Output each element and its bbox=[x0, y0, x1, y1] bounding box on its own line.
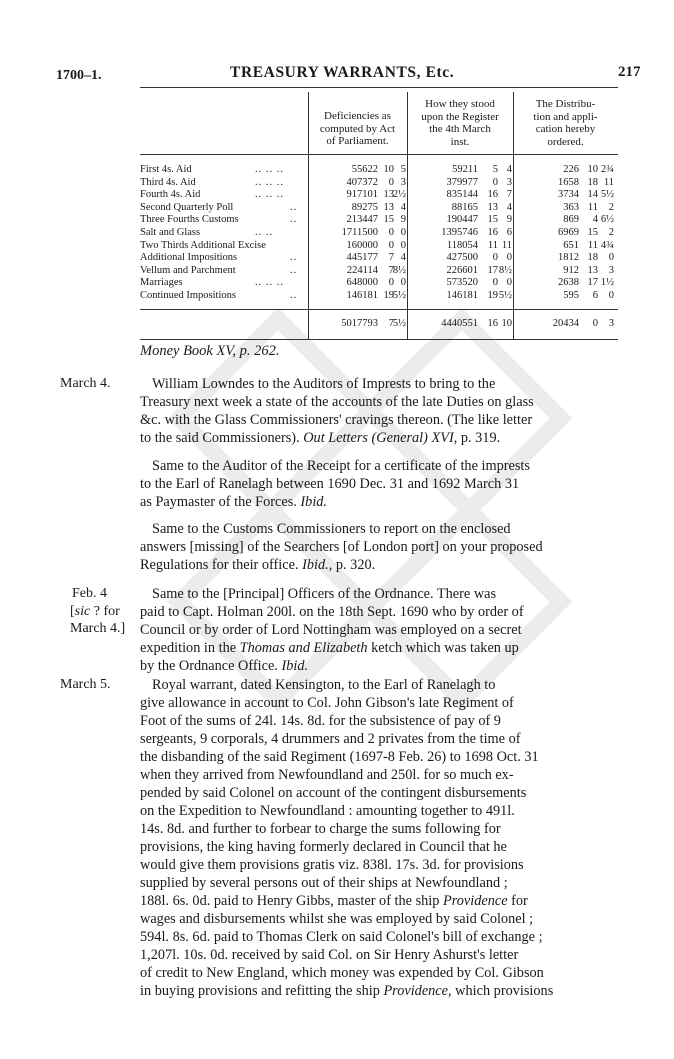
table-cell-value: 427500 bbox=[446, 252, 478, 264]
table-cell-value: 55622 bbox=[351, 164, 378, 175]
table-cell-value: 10 bbox=[383, 164, 394, 175]
table-cell-value: 3 bbox=[506, 176, 512, 188]
entry-line: 188l. 6s. 0d. paid to Henry Gibbs, master of the ship Providence for bbox=[140, 893, 528, 909]
table-cell-value: 7 bbox=[388, 264, 394, 276]
table-cell-value: 0 bbox=[388, 277, 394, 289]
running-title: TREASURY WARRANTS, Etc. bbox=[230, 64, 455, 81]
entry-line: when they arrived from Newfoundland and 250l. for so much ex- bbox=[140, 767, 514, 783]
entry-line: pended by said Colonel on account of the contingent disbursements bbox=[140, 785, 527, 801]
table-cell-value: 6969 bbox=[558, 227, 579, 238]
entry-line: William Lowndes to the Auditors of Imprests to bring to the bbox=[152, 376, 496, 392]
table-cell-value: 10 bbox=[587, 164, 598, 175]
entry-line: Regulations for their office. Ibid., p. 320. bbox=[140, 557, 376, 573]
table-cell-value: 1812 bbox=[558, 252, 579, 264]
table-cell-value: 11 bbox=[487, 239, 498, 251]
table-cell-value: 0 bbox=[492, 277, 498, 289]
table-cell-value: 213447 bbox=[346, 214, 378, 226]
table-cell-value: 16 bbox=[487, 227, 498, 238]
table-cell-value: 0 bbox=[388, 176, 394, 188]
table-cell-value: 2 bbox=[608, 227, 614, 238]
leader-dots: .. bbox=[290, 214, 298, 226]
table-cell-value: 4 bbox=[400, 201, 406, 213]
table-total-value: 7 bbox=[388, 318, 394, 329]
table-row-label: Additional Impositions bbox=[140, 252, 238, 264]
entry-line: by the Ordnance Office. Ibid. bbox=[140, 658, 309, 674]
table-cell-value: 19 bbox=[383, 290, 394, 301]
table-cell-value: 11 bbox=[501, 239, 512, 251]
table-row-label: Continued Impositions bbox=[140, 290, 236, 301]
table-cell-value: 17 bbox=[487, 264, 498, 276]
entry-paragraph bbox=[140, 457, 618, 511]
leader-dots: .. bbox=[290, 290, 298, 301]
leader-dots: .. .. .. bbox=[255, 164, 284, 175]
entry-line: 14s. 8d. and further to forbear to charge the sums following for bbox=[140, 821, 501, 837]
table-total-value: 20434 bbox=[552, 318, 579, 329]
table-cell-value: 0 bbox=[608, 252, 614, 264]
table-column-header: How they stood upon the Register the 4th March inst. bbox=[421, 98, 499, 148]
margin-date-line: March 5. bbox=[60, 677, 111, 692]
table-cell-value: 13 bbox=[587, 264, 598, 276]
table-cell-value: 2¾ bbox=[600, 164, 614, 175]
table-cell-value: 2638 bbox=[558, 277, 579, 289]
table-total-value: 16 bbox=[487, 318, 498, 329]
table-row-label: Two Thirds Additional Excise bbox=[140, 239, 266, 251]
entry-line: wages and disbursements whilst she was employed by said Colonel ; bbox=[140, 911, 534, 927]
entry-line: 594l. 8s. 6d. paid to Thomas Clerk on said Colonel's bill of exchange ; bbox=[140, 929, 543, 945]
entry-line: sergeants, 9 corporals, 4 drummers and 2 privates from the time of bbox=[140, 731, 521, 747]
table-cell-value: 6 bbox=[592, 290, 598, 301]
accounts-table bbox=[140, 92, 618, 340]
table-cell-value: 0 bbox=[400, 227, 406, 238]
table-cell-value: 648000 bbox=[346, 277, 378, 289]
table-cell-value: 11 bbox=[603, 176, 614, 188]
table-total-value: 5½ bbox=[392, 318, 406, 329]
table-cell-value: 912 bbox=[563, 264, 579, 276]
table-cell-value: 0 bbox=[388, 227, 394, 238]
table-cell-value: 13 bbox=[487, 201, 498, 213]
table-cell-value: 14 bbox=[587, 189, 598, 201]
table-cell-value: 88165 bbox=[451, 201, 478, 213]
table-cell-value: 146181 bbox=[346, 290, 378, 301]
table-cell-value: 9 bbox=[506, 214, 512, 226]
table-cell-value: 1658 bbox=[558, 176, 579, 188]
entry-line: Same to the Customs Commissioners to report on the enclosed bbox=[152, 521, 511, 537]
table-total-rule bbox=[140, 309, 618, 310]
table-cell-value: 146181 bbox=[446, 290, 478, 301]
year-marker: 1700–1. bbox=[56, 68, 102, 83]
table-cell-value: 8½ bbox=[392, 264, 406, 276]
table-header-rule bbox=[140, 154, 618, 155]
entry-paragraph bbox=[140, 520, 618, 574]
table-cell-value: 19 bbox=[487, 290, 498, 301]
entry-line: 1,207l. 10s. 0d. received by said Col. on Sir Henry Ashurst's letter bbox=[140, 947, 519, 963]
table-cell-value: 15 bbox=[587, 227, 598, 238]
table-total-value: 4440551 bbox=[441, 318, 478, 329]
page-number: 217 bbox=[618, 64, 641, 80]
margin-date bbox=[60, 676, 140, 694]
table-cell-value: 1395746 bbox=[441, 227, 478, 238]
margin-date-line: Feb. 4 bbox=[72, 586, 107, 601]
table-cell-value: 363 bbox=[563, 201, 579, 213]
table-column-header: The Distribu- tion and appli- cation hereby ordered. bbox=[533, 98, 598, 148]
entry-line: Foot of the sums of 24l. 14s. 8d. for the subsistence of pay of 9 bbox=[140, 713, 501, 729]
table-row-label: Marriages bbox=[140, 277, 183, 289]
entry-line: in buying provisions and refitting the ship Providence, which provisions bbox=[140, 983, 554, 999]
table-cell-value: 3 bbox=[608, 264, 614, 276]
leader-dots: .. bbox=[290, 252, 298, 264]
margin-date-line: March 4.] bbox=[70, 621, 126, 636]
table-cell-value: 0 bbox=[608, 290, 614, 301]
leader-dots: .. .. bbox=[255, 227, 274, 238]
table-cell-value: 0 bbox=[388, 239, 394, 251]
table-cell-value: 407372 bbox=[346, 176, 378, 188]
table-cell-value: 595 bbox=[563, 290, 579, 301]
table-cell-value: 3 bbox=[400, 176, 406, 188]
leader-dots: .. bbox=[290, 201, 298, 213]
table-row-label: Second Quarterly Poll bbox=[140, 201, 234, 213]
table-cell-value: 1711500 bbox=[341, 227, 378, 238]
entry-line: Council or by order of Lord Nottingham was employed on a secret bbox=[140, 622, 522, 638]
entry-line: provisions, the king having formerly declared in Council that he bbox=[140, 839, 507, 855]
table-cell-value: 6½ bbox=[600, 214, 614, 226]
table-cell-value: 190447 bbox=[446, 214, 478, 226]
table-cell-value: 226601 bbox=[446, 264, 478, 276]
table-cell-value: 379977 bbox=[446, 176, 478, 188]
entry-paragraph bbox=[140, 676, 618, 1000]
entry-line: as Paymaster of the Forces. Ibid. bbox=[140, 494, 328, 510]
table-cell-value: 4 bbox=[506, 164, 512, 175]
entry-line: paid to Capt. Holman 200l. on the 18th Sept. 1690 who by order of bbox=[140, 604, 524, 620]
table-cell-value: 17 bbox=[587, 277, 598, 289]
margin-date bbox=[60, 375, 140, 393]
table-cell-value: 15 bbox=[487, 214, 498, 226]
entry-line: answers [missing] of the Searchers [of London port] on your proposed bbox=[140, 539, 543, 555]
entry-line: &c. with the Glass Commissioners' cravings thereon. (The like letter bbox=[140, 412, 533, 428]
table-cell-value: 8½ bbox=[498, 264, 512, 276]
table-cell-value: 0 bbox=[400, 277, 406, 289]
table-cell-value: 7 bbox=[388, 252, 394, 264]
entry-line: to the Earl of Ranelagh between 1690 Dec. 31 and 1692 March 31 bbox=[140, 476, 520, 492]
table-cell-value: 869 bbox=[563, 214, 579, 226]
table-cell-value: 445177 bbox=[346, 252, 378, 264]
entry-line: Treasury next week a state of the accounts of the late Duties on glass bbox=[140, 394, 534, 410]
table-total-value: 0 bbox=[592, 318, 598, 329]
table-cell-value: 118054 bbox=[446, 239, 478, 251]
margin-date-line: March 4. bbox=[60, 376, 111, 391]
entry-paragraph bbox=[140, 585, 618, 675]
table-cell-value: 5 bbox=[400, 164, 406, 175]
table-cell-value: 4 bbox=[592, 214, 598, 226]
table-cell-value: 4 bbox=[400, 252, 406, 264]
table-cell-value: 7 bbox=[506, 189, 512, 201]
table-cell-value: 651 bbox=[563, 239, 579, 251]
table-row-label: Fourth 4s. Aid bbox=[140, 189, 201, 201]
margin-date bbox=[60, 585, 140, 638]
table-cell-value: 573520 bbox=[446, 277, 478, 289]
entry-line: Same to the [Principal] Officers of the Ordnance. There was bbox=[152, 586, 497, 602]
entry-line: on the Expedition to Newfoundland : amounting together to 491l. bbox=[140, 803, 515, 819]
table-cell-value: 5½ bbox=[392, 290, 406, 301]
leader-dots: .. .. .. bbox=[255, 277, 284, 289]
entry-line: to the said Commissioners). Out Letters (General) XVI, p. 319. bbox=[140, 430, 501, 446]
source-citation: Money Book XV, p. 262. bbox=[140, 343, 280, 359]
table-row-label: Salt and Glass bbox=[140, 227, 201, 238]
table-cell-value: 0 bbox=[492, 176, 498, 188]
table-row-label: Third 4s. Aid bbox=[140, 176, 196, 188]
table-cell-value: 0 bbox=[506, 277, 512, 289]
entry-line: Royal warrant, dated Kensington, to the Earl of Ranelagh to bbox=[152, 677, 496, 693]
margin-date-line: [sic ? for bbox=[70, 603, 120, 619]
table-cell-value: 18 bbox=[587, 176, 598, 188]
table-cell-value: 0 bbox=[492, 252, 498, 264]
table-cell-value: 4¾ bbox=[600, 239, 614, 251]
leader-dots: .. .. .. bbox=[255, 189, 284, 201]
table-cell-value: 5½ bbox=[498, 290, 512, 301]
table-row-label: Vellum and Parchment bbox=[140, 264, 236, 276]
entry-line: Same to the Auditor of the Receipt for a certificate of the imprests bbox=[152, 458, 530, 474]
table-cell-value: 5½ bbox=[600, 189, 614, 201]
table-cell-value: 11 bbox=[587, 201, 598, 213]
table-cell-value: 59211 bbox=[452, 164, 478, 175]
leader-dots: .. bbox=[290, 264, 298, 276]
table-cell-value: 13 bbox=[383, 201, 394, 213]
entry-line: the disbanding of the said Regiment (1697-8 Feb. 26) to 1698 Oct. 31 bbox=[140, 749, 539, 765]
table-total-value: 5017793 bbox=[341, 318, 378, 329]
table-total-value: 10 bbox=[501, 318, 512, 329]
table-cell-value: 917101 bbox=[346, 189, 378, 201]
table-cell-value: 89275 bbox=[351, 201, 378, 213]
table-bottom-rule bbox=[140, 339, 618, 340]
table-cell-value: 3734 bbox=[558, 189, 579, 201]
entry-line: supplied by several persons out of their ships at Newfoundland ; bbox=[140, 875, 508, 891]
entry-line: of credit to New England, which money was expended by Col. Gibson bbox=[140, 965, 544, 981]
table-cell-value: 15 bbox=[383, 214, 394, 226]
table-cell-value: 18 bbox=[587, 252, 598, 264]
header-rule bbox=[140, 87, 618, 88]
leader-dots: .. .. .. bbox=[255, 176, 284, 188]
table-cell-value: 226 bbox=[563, 164, 579, 175]
entry-line: expedition in the Thomas and Elizabeth ketch which was taken up bbox=[140, 640, 519, 656]
table-total-value: 3 bbox=[608, 318, 614, 329]
table-cell-value: 16 bbox=[487, 189, 498, 201]
table-cell-value: 4 bbox=[506, 201, 512, 213]
table-cell-value: 0 bbox=[506, 252, 512, 264]
table-cell-value: 5 bbox=[492, 164, 498, 175]
table-cell-value: 835144 bbox=[446, 189, 478, 201]
entry-line: give allowance in account to Col. John Gibson's late Regiment of bbox=[140, 695, 514, 711]
table-cell-value: 11 bbox=[587, 239, 598, 251]
table-cell-value: 160000 bbox=[346, 239, 378, 251]
table-cell-value: 1½ bbox=[600, 277, 614, 289]
table-row-label: Three Fourths Customs bbox=[140, 214, 239, 226]
entry-line: would give them provisions gratis viz. 838l. 17s. 3d. for provisions bbox=[140, 857, 524, 873]
table-cell-value: 224114 bbox=[346, 264, 378, 276]
table-column-header: Deficiencies as computed by Act of Parliament. bbox=[319, 110, 396, 147]
table-cell-value: 2½ bbox=[392, 189, 406, 201]
table-row-label: First 4s. Aid bbox=[140, 164, 192, 175]
entry-paragraph bbox=[140, 375, 618, 447]
table-cell-value: 6 bbox=[506, 227, 512, 238]
table-cell-value: 0 bbox=[400, 239, 406, 251]
table-cell-value: 2 bbox=[608, 201, 614, 213]
table-cell-value: 13 bbox=[383, 189, 394, 201]
table-cell-value: 9 bbox=[400, 214, 406, 226]
